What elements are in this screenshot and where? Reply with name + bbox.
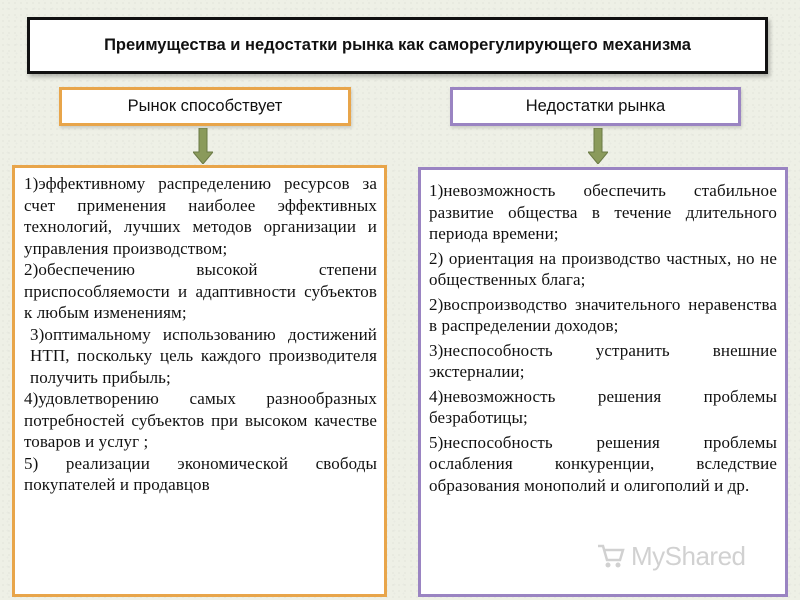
advantage-item: 1)эффективному распределению ресурсов за счет применения наиболее эффективных технологий, лучших методов организации и управления производством; bbox=[24, 174, 377, 258]
down-arrow-icon bbox=[193, 128, 213, 164]
disadvantages-list bbox=[418, 167, 788, 597]
disadvantages-header: Недостатки рынка bbox=[450, 87, 741, 126]
disadvantage-item: 1)невозможность обеспечить стабильное развитие общества в течение длительного периода времени; bbox=[429, 181, 777, 243]
diagram-title: Преимущества и недостатки рынка как саморегулирующего механизма bbox=[27, 17, 768, 74]
watermark-text: MyShared bbox=[631, 540, 746, 571]
advantages-list bbox=[12, 165, 387, 597]
down-arrow-icon bbox=[588, 128, 608, 164]
disadvantage-item: 4)невозможность решения проблемы безработицы; bbox=[429, 386, 777, 427]
advantage-item: 3)оптимальному использованию достижений НТП, поскольку цель каждого производителя получить прибыль; bbox=[30, 324, 377, 387]
disadvantage-item: 3)неспособность устранить внешние экстерналии; bbox=[429, 340, 777, 381]
advantage-item: 4)удовлетворению самых разнообразных потребностей субъектов при высоком качестве товаров и услуг ; bbox=[24, 389, 377, 451]
disadvantage-item: 5)неспособность решения проблемы ослабления конкуренции, вследствие образования монополий и олигополий и др. bbox=[429, 432, 777, 495]
advantage-item: 2)обеспечению высокой степени приспособляемости и адаптивности субъектов к любым изменениям; bbox=[24, 260, 377, 322]
disadvantage-item: 2) ориентация на производство частных, но не общественных блага; bbox=[429, 248, 777, 289]
disadvantage-item: 2)воспроизводство значительного неравенства в распределении доходов; bbox=[429, 294, 777, 335]
advantages-header: Рынок способствует bbox=[59, 87, 351, 126]
advantage-item: 5) реализации экономической свободы покупателей и продавцов bbox=[24, 453, 377, 494]
